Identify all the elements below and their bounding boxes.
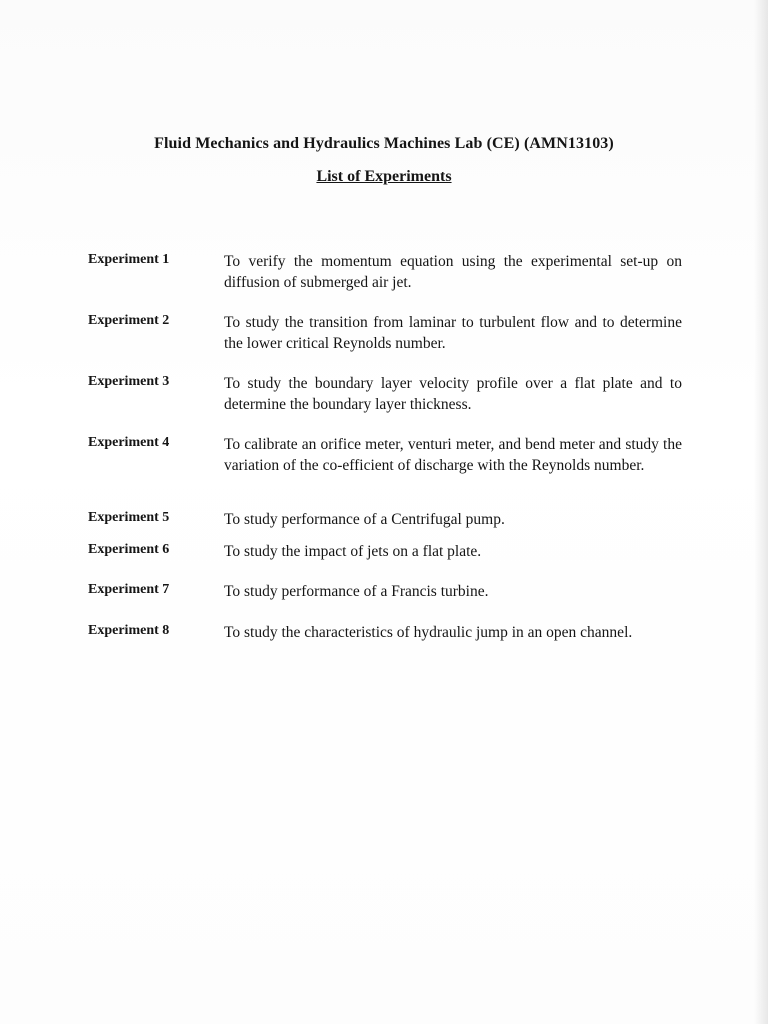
- experiment-description: To study performance of a Francis turbine.: [224, 583, 489, 600]
- page-edge-shadow: [754, 0, 768, 1024]
- experiment-label: Experiment 6: [88, 542, 170, 557]
- experiment-label: Experiment 4: [88, 435, 170, 450]
- document-subtitle: List of Experiments: [316, 168, 452, 185]
- experiment-label: Experiment 5: [88, 510, 170, 525]
- experiment-label: Experiment 1: [88, 252, 170, 267]
- experiment-description: To verify the momentum equation using the experimental set-up on diffusion of submerged air jet.: [224, 253, 682, 291]
- document-title: Fluid Mechanics and Hydraulics Machines Lab (CE) (AMN13103): [154, 135, 614, 152]
- experiment-description: To study the transition from laminar to turbulent flow and to determine the lower critical Reynolds number.: [224, 314, 682, 352]
- experiment-label: Experiment 3: [88, 374, 170, 389]
- experiment-description: To study the impact of jets on a flat plate.: [224, 543, 482, 560]
- experiment-label: Experiment 7: [88, 582, 170, 597]
- experiment-label: Experiment 2: [88, 313, 170, 328]
- experiment-description: To study the boundary layer velocity profile over a flat plate and to determine the boundary layer thickness.: [224, 375, 682, 413]
- experiment-description: To study performance of a Centrifugal pump.: [224, 511, 505, 528]
- experiment-description: To calibrate an orifice meter, venturi meter, and bend meter and study the variation of the co-efficient of discharge with the Reynolds number.: [224, 436, 682, 474]
- experiment-description: To study the characteristics of hydraulic jump in an open channel.: [224, 624, 633, 641]
- experiment-label: Experiment 8: [88, 623, 170, 638]
